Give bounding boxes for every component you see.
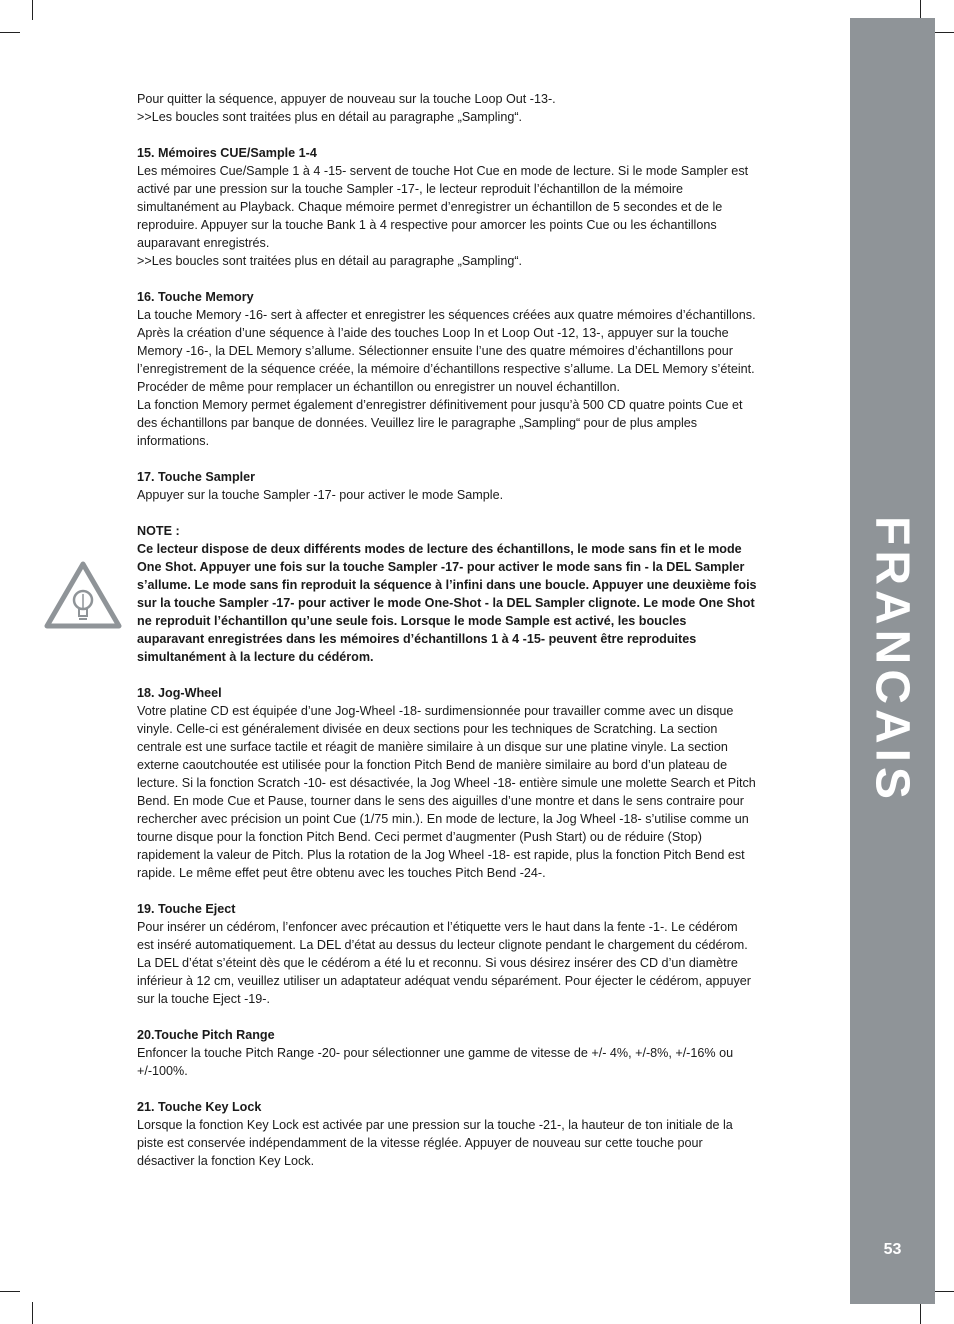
section-18-title: 18. Jog-Wheel xyxy=(137,686,222,700)
warning-triangle-icon xyxy=(44,560,122,630)
crop-mark xyxy=(920,1302,921,1324)
crop-mark xyxy=(934,1291,954,1292)
section-19-body: Pour insérer un cédérom, l’enfoncer avec précaution et l’étiquette vers le haut dans la fente -1-. Le cédérom est inséré automatiquement. La DEL d’état au dessus du lecteur clignote pendant le chargement du cédérom. La DEL d’état s’éteint dès que le cédérom a été lu et reconnu. Si vous désirez insérer des CD d’un diamètre inférieur à 12 cm, veuillez utiliser un adaptateur adéquat vendu séparément. Pour éjecter le cédérom, appuyer sur la touche Eject -19-. xyxy=(137,920,751,1006)
section-17-title: 17. Touche Sampler xyxy=(137,470,256,484)
intro-line: Pour quitter la séquence, appuyer de nouveau sur la touche Loop Out -13-. xyxy=(137,92,556,106)
section-16-body-2: La fonction Memory permet également d’enregistrer définitivement pour jusqu’à 500 CD quatre points Cue et des échantillons par banque de données. Veuillez lire le paragraphe „Sampling“ pour de plus amples informations. xyxy=(137,398,743,448)
crop-mark xyxy=(32,0,33,20)
page-number: 53 xyxy=(883,1241,902,1258)
section-16-title: 16. Touche Memory xyxy=(137,290,254,304)
section-17-body: Appuyer sur la touche Sampler -17- pour activer le mode Sample. xyxy=(137,488,504,502)
section-21-title: 21. Touche Key Lock xyxy=(137,1100,262,1114)
note-title: NOTE : xyxy=(137,524,180,538)
section-19-title: 19. Touche Eject xyxy=(137,902,236,916)
note-body: Ce lecteur dispose de deux différents modes de lecture des échantillons, le mode sans fin et le mode One Shot. Appuyer une fois sur la touche Sampler -17- pour activer le mode sans fin - la DEL Sampler s’allume. Le mode sans fin reproduit la séquence à l’infini dans une boucle. Appuyer une deuxième fois sur la touche Sampler -17- pour activer le mode One-Shot - la DEL Sampler clignote. Le mode One Shot ne reproduit l’échantillon qu’une seule fois. Lorsque le mode Sample est activé, les boucles auparavant enregistrées dans les mémoires d’échantillons 1 à 4 -15- peuvent être reproduites simultanément à la lecture du cédérom. xyxy=(137,542,757,664)
crop-mark xyxy=(0,1291,20,1292)
crop-mark xyxy=(920,0,921,20)
section-15-title: 15. Mémoires CUE/Sample 1-4 xyxy=(137,146,317,160)
section-20-title: 20.Touche Pitch Range xyxy=(137,1028,275,1042)
section-16-body: La touche Memory -16- sert à affecter et enregistrer les séquences créées aux quatre mémoires d’échantillons. Après la création d’une séquence à l’aide des touches Loop In et Loop Out -12, 13-, appuyer sur la touche Memory -16-, la DEL Memory s’allume. Sélectionner ensuite l’une des quatre mémoires d’échantillons pour l’enregistrement de la séquence créée, la mémoire d’échantillons respective s’allume. La DEL Memory s’éteint. Procéder de même pour remplacer un échantillon ou enregistrer un nouvel échantillon. xyxy=(137,308,756,394)
section-21-body: Lorsque la fonction Key Lock est activée par une pression sur la touche -21-, la hauteur de ton initiale de la piste est conservée indépendamment de la vitesse réglée. Appuyer de nouveau sur cette touche pour désactiver la fonction Key Lock. xyxy=(137,1118,733,1168)
crop-mark xyxy=(934,32,954,33)
language-label: FRANCAIS xyxy=(865,516,919,804)
section-15-reference: >>Les boucles sont traitées plus en détail au paragraphe „Sampling“. xyxy=(137,254,523,268)
section-18-body: Votre platine CD est équipée d’une Jog-Wheel -18- surdimensionnée pour travailler comme avec un disque vinyle. Celle-ci est généralement divisée en deux sections pour les techniques de Scratching. La section centrale est une surface tactile et réagit de manière similaire à un disque sur une platine vinyle. La section externe caoutchoutée est utilisée pour la fonction Pitch Bend de manière similaire au bord d’un plateau de lecture. Si la fonction Scratch -10- est désactivée, la Jog Wheel -18- entière simule une molette Search et Pitch Bend. En mode Cue et Pause, tourner dans le sens des aiguilles d’une montre et dans le sens contraire pour rechercher avec précision un point Cue (1/75 min.). En mode de lecture, la Jog Wheel -18- s’utilise comme un tourne disque pour la fonction Pitch Bend. Ceci permet d’augmenter (Push Start) ou de réduire (Stop) rapidement la valeur de Pitch. Plus la rotation de la Jog Wheel -18- est rapide, plus la fonction Pitch Bend est rapide. Le même effet peut être obtenu avec les touches Pitch Bend -24-. xyxy=(137,704,756,880)
crop-mark xyxy=(32,1302,33,1324)
section-15-body: Les mémoires Cue/Sample 1 à 4 -15- servent de touche Hot Cue en mode de lecture. Si le mode Sampler est activé par une pression sur la touche Sampler -17-, le lecteur reproduit l’échantillon de la mémoire simultanément au Playback. Chaque mémoire permet d’enregistrer un échantillon de 5 secondes et de le reproduire. Appuyer sur la touche Bank 1 à 4 respective pour amorcer les points Cue ou les échantillons auparavant enregistrés. xyxy=(137,164,749,250)
intro-reference: >>Les boucles sont traitées plus en détail au paragraphe „Sampling“. xyxy=(137,110,523,124)
section-20-body: Enfoncer la touche Pitch Range -20- pour sélectionner une gamme de vitesse de +/- 4%, +/-8%, +/-16% ou +/-100%. xyxy=(137,1046,734,1078)
crop-mark xyxy=(0,32,20,33)
main-content xyxy=(137,90,757,1170)
